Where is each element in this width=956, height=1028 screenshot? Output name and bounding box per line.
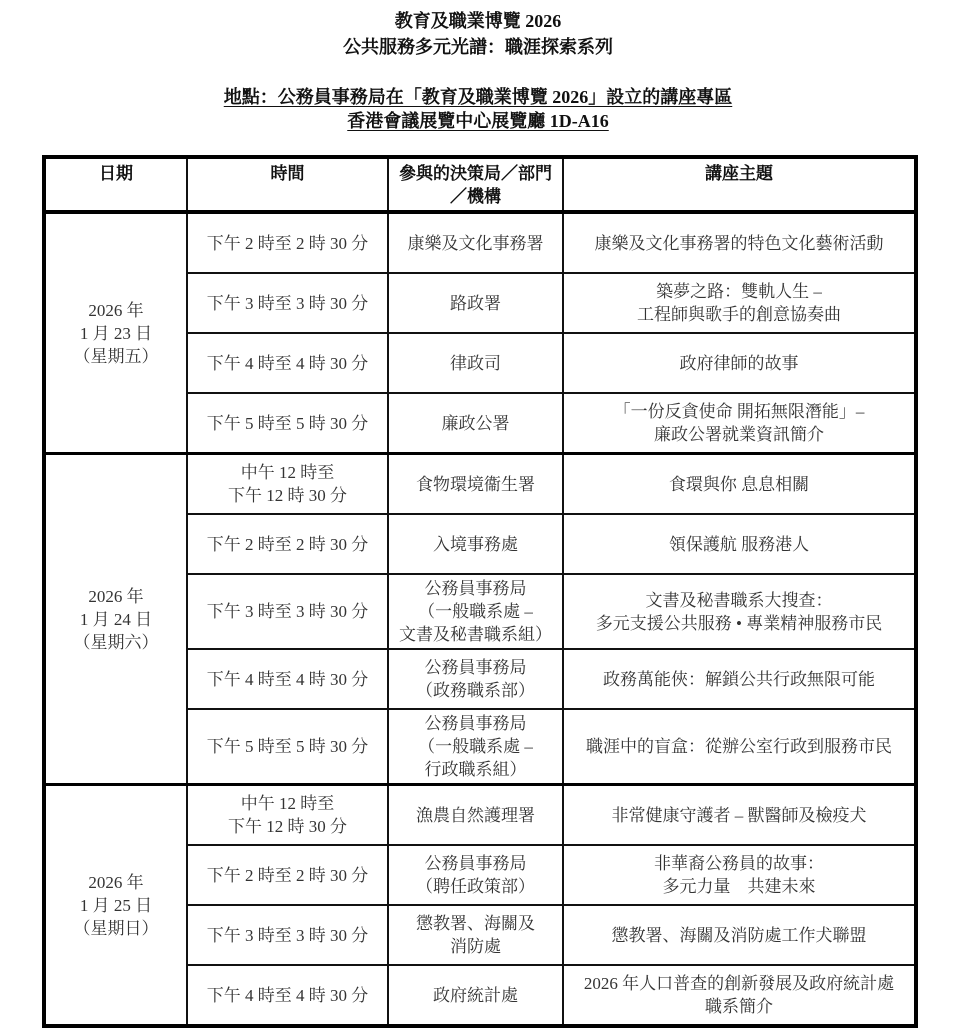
time-cell: 下午 4 時至 4 時 30 分	[187, 333, 388, 393]
topic-cell: 政府律師的故事	[563, 333, 916, 393]
time-cell: 下午 3 時至 3 時 30 分	[187, 574, 388, 649]
time-cell: 下午 5 時至 5 時 30 分	[187, 709, 388, 785]
dept-cell: 公務員事務局 （聘任政策部）	[388, 845, 563, 905]
time-cell: 下午 4 時至 4 時 30 分	[187, 649, 388, 709]
dept-cell: 漁農自然護理署	[388, 785, 563, 846]
schedule-body	[44, 212, 916, 1026]
topic-cell: 築夢之路：雙軌人生 – 工程師與歌手的創意協奏曲	[563, 273, 916, 333]
header-row	[44, 157, 916, 212]
topic-cell: 2026 年人口普查的創新發展及政府統計處 職系簡介	[563, 965, 916, 1026]
column-header-date: 日期	[44, 157, 187, 212]
dept-cell: 康樂及文化事務署	[388, 212, 563, 273]
date-cell: 2026 年 1 月 25 日 （星期日）	[44, 785, 187, 1027]
table-row	[44, 212, 916, 273]
topic-cell: 政務萬能俠：解鎖公共行政無限可能	[563, 649, 916, 709]
topic-cell: 懲教署、海關及消防處工作犬聯盟	[563, 905, 916, 965]
dept-cell: 入境事務處	[388, 514, 563, 574]
schedule-table	[42, 155, 918, 1028]
topic-cell: 非常健康守護者 – 獸醫師及檢疫犬	[563, 785, 916, 846]
event-subtitle: 公共服務多元光譜：職涯探索系列	[343, 37, 613, 57]
time-cell: 中午 12 時至 下午 12 時 30 分	[187, 785, 388, 846]
time-cell: 下午 2 時至 2 時 30 分	[187, 212, 388, 273]
time-cell: 下午 3 時至 3 時 30 分	[187, 905, 388, 965]
time-cell: 中午 12 時至 下午 12 時 30 分	[187, 454, 388, 515]
date-cell: 2026 年 1 月 24 日 （星期六）	[44, 454, 187, 785]
column-header-dept: 參與的決策局／部門 ／機構	[388, 157, 563, 212]
time-cell: 下午 2 時至 2 時 30 分	[187, 845, 388, 905]
dept-cell: 懲教署、海關及 消防處	[388, 905, 563, 965]
event-title: 教育及職業博覽 2026	[394, 11, 562, 31]
dept-cell: 食物環境衞生署	[388, 454, 563, 515]
time-cell: 下午 3 時至 3 時 30 分	[187, 273, 388, 333]
topic-cell: 領保護航 服務港人	[563, 514, 916, 574]
time-cell: 下午 4 時至 4 時 30 分	[187, 965, 388, 1026]
time-cell: 下午 2 時至 2 時 30 分	[187, 514, 388, 574]
dept-cell: 公務員事務局 （一般職系處 – 行政職系組）	[388, 709, 563, 785]
topic-cell: 「一份反貪使命 開拓無限潛能」– 廉政公署就業資訊簡介	[563, 393, 916, 454]
dept-cell: 廉政公署	[388, 393, 563, 454]
table-row	[44, 785, 916, 846]
dept-cell: 政府統計處	[388, 965, 563, 1026]
dept-cell: 公務員事務局 （一般職系處 – 文書及秘書職系組）	[388, 574, 563, 649]
dept-cell: 路政署	[388, 273, 563, 333]
column-header-time: 時間	[187, 157, 388, 212]
topic-cell: 文書及秘書職系大搜查： 多元支援公共服務 • 專業精神服務市民	[563, 574, 916, 649]
topic-cell: 職涯中的盲盒：從辦公室行政到服務市民	[563, 709, 916, 785]
dept-cell: 律政司	[388, 333, 563, 393]
date-cell: 2026 年 1 月 23 日 （星期五）	[44, 212, 187, 454]
column-header-topic: 講座主題	[563, 157, 916, 212]
topic-cell: 康樂及文化事務署的特色文化藝術活動	[563, 212, 916, 273]
table-row	[44, 454, 916, 515]
location-line-1: 地點：公務員事務局在「教育及職業博覽 2026」設立的講座專區	[223, 87, 733, 107]
topic-cell: 食環與你 息息相關	[563, 454, 916, 515]
time-cell: 下午 5 時至 5 時 30 分	[187, 393, 388, 454]
dept-cell: 公務員事務局 （政務職系部）	[388, 649, 563, 709]
location-line-2: 香港會議展覽中心展覽廳 1D-A16	[347, 111, 609, 131]
topic-cell: 非華裔公務員的故事： 多元力量 共建未來	[563, 845, 916, 905]
